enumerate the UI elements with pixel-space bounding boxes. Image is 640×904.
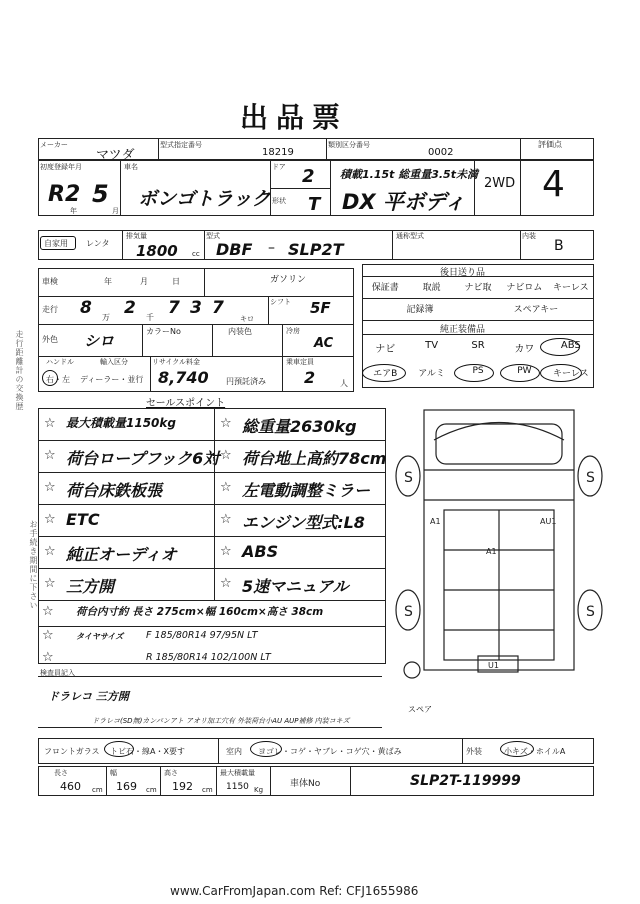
use-rental: レンタ	[86, 239, 110, 248]
sales-row-divider	[38, 536, 386, 537]
sales-point: 総重量2630kg	[242, 417, 357, 436]
mileage-digit: 2	[124, 298, 136, 318]
star-icon: ☆	[44, 480, 56, 495]
page-title: 出品票	[240, 101, 349, 134]
star-icon: ☆	[220, 416, 232, 431]
mileage-digit: 8	[80, 298, 92, 318]
type-no-label: 型式指定番号	[160, 141, 202, 149]
maker-value: マツダ	[96, 148, 135, 163]
equipment-item: スペアキー	[513, 305, 559, 315]
mileage-digit: 万	[102, 313, 110, 322]
month-value: 5	[92, 180, 109, 208]
equipment-item: ABS	[560, 340, 581, 351]
mark-u1-rear: U1	[488, 661, 499, 670]
shape-value: T	[308, 194, 321, 215]
equipment-item: ナビロム	[506, 283, 543, 293]
glass-value: トビ石・線A・X要す	[110, 747, 185, 756]
score-label: 評価点	[538, 140, 562, 149]
star-icon: ☆	[44, 448, 56, 463]
star-icon: ☆	[44, 512, 56, 527]
tire-front: F 185/80R14 97/95N LT	[146, 630, 258, 641]
star-icon: ☆	[44, 576, 56, 591]
equipment-item: PS	[472, 366, 484, 376]
maker-label: メーカー	[40, 141, 68, 149]
star-icon: ☆	[220, 480, 232, 495]
genuine-title: 純正装備品	[440, 325, 486, 335]
star-icon: ☆	[44, 416, 56, 431]
mark-s-rr: S	[586, 604, 595, 620]
doors-value: 2	[302, 166, 315, 187]
mark-s-rl: S	[404, 604, 413, 620]
mileage-digit: 7	[168, 298, 180, 318]
grade-note: 積載1.15t 総重量3.5t未満	[340, 168, 478, 181]
capacity-value: 2	[304, 368, 316, 387]
equipment-item: エアB	[373, 369, 398, 379]
equipment-item: ナビ取	[464, 283, 492, 293]
mileage-digit: 千	[146, 313, 154, 322]
after-send-row-1	[362, 280, 594, 293]
interior-grade: B	[554, 238, 564, 254]
model-prefix: DBF	[216, 240, 253, 259]
type-no-value: 18219	[262, 147, 294, 158]
tire-rear: R 185/80R14 102/100N LT	[146, 652, 271, 663]
star-icon: ☆	[220, 544, 232, 559]
drive-value: 2WD	[484, 176, 516, 191]
interior-cond-value: ヨゴレ・コゲ・ヤブレ・コゲ穴・黄ばみ	[258, 747, 402, 756]
cargo-dims: 荷台内寸約 長さ 275cm×幅 160cm×高さ 38cm	[76, 606, 324, 618]
sales-col-divider	[214, 408, 215, 600]
car-name-label: 車名	[124, 163, 138, 171]
equipment-item: キーレス	[553, 283, 589, 293]
equipment-item: ナビ	[375, 344, 396, 355]
sales-row-divider	[38, 472, 386, 473]
equipment-item: 記録簿	[406, 305, 434, 315]
vehicle-diagram	[394, 400, 604, 700]
ac-value: AC	[314, 336, 334, 351]
ext-cond-value: 小キズ・ホイルA	[504, 747, 566, 756]
equipment-item: アルミ	[418, 369, 445, 379]
inspector-note-2: ドラレコ(SD無)カンパンアト アオリ加工穴有 外装荷台小AU AUP補修 内装コキズ	[92, 717, 350, 725]
sales-point: 荷台地上高約78cm	[242, 449, 387, 468]
height-value: 192	[172, 780, 193, 793]
mark-s-fr: S	[586, 470, 595, 486]
star-icon: ☆	[220, 448, 232, 463]
sales-point: 荷台床鉄板張	[66, 481, 163, 500]
sales-row-divider	[38, 568, 386, 569]
length-value: 460	[60, 780, 81, 793]
mileage-digit: 3	[190, 298, 202, 318]
inspector-note: ドラレコ 三方開	[48, 690, 129, 703]
sales-point: 5速マニュアル	[242, 577, 349, 596]
equipment-item: SR	[471, 340, 485, 351]
sales-point: ABS	[242, 542, 279, 561]
side-note-right: お手続き期間に下さい	[29, 520, 38, 610]
mileage-digit: 7	[212, 298, 224, 318]
disp-value: 1800	[136, 242, 178, 260]
equipment-item: カワ	[514, 344, 535, 355]
mark-a1-center: A1	[486, 547, 497, 556]
load-value: 1150	[226, 782, 249, 792]
star-icon: ☆	[220, 512, 232, 527]
sales-point: 純正オーディオ	[66, 545, 177, 564]
star-icon: ☆	[220, 576, 232, 591]
era-value: R2	[48, 182, 81, 207]
after-send-title: 後日送り品	[440, 268, 486, 278]
mark-au1-right: AU1	[540, 517, 557, 526]
shift-value: 5F	[310, 299, 331, 317]
sales-point: 荷台ロープフック6対	[66, 449, 220, 468]
sales-point: 左電動調整ミラー	[242, 481, 371, 500]
sales-point: エンジン型式:L8	[242, 513, 365, 532]
sales-row-divider	[38, 600, 386, 601]
footer-watermark: www.CarFromJapan.com Ref: CFJ1655986	[170, 884, 419, 898]
mark-a1-left: A1	[430, 517, 441, 526]
equipment-item: PW	[517, 366, 532, 376]
width-value: 169	[116, 780, 137, 793]
grade-value: DX 平ボディ	[342, 190, 466, 214]
sales-row-divider	[38, 504, 386, 505]
star-icon: ☆	[44, 544, 56, 559]
sales-row-divider	[38, 440, 386, 441]
equipment-item: TV	[425, 340, 439, 351]
spare-label: スペア	[408, 705, 432, 714]
score-value: 4	[542, 164, 565, 205]
sales-point: 最大積載量1150kg	[66, 416, 176, 430]
reg-label: 初度登録年月	[40, 163, 82, 171]
model-value: SLP2T	[288, 240, 344, 259]
frame-no-value: SLP2T-119999	[410, 773, 521, 789]
car-name-value: ボンゴトラック	[138, 188, 271, 210]
sales-point: 三方開	[66, 577, 115, 596]
sales-point: ETC	[66, 510, 100, 529]
use-private: 自家用	[44, 239, 68, 248]
sales-row-divider	[38, 626, 386, 627]
after-send-row-2	[362, 302, 594, 315]
sales-title: セールスポイント	[146, 398, 226, 409]
side-note-left: 走行距離計の交換歴	[15, 330, 24, 411]
equipment-item: 取説	[422, 283, 441, 293]
class-no-value: 0002	[428, 147, 454, 158]
ext-color-value: シロ	[84, 332, 115, 350]
class-no-label: 類別区分番号	[328, 141, 370, 149]
recycle-value: 8,740	[158, 368, 209, 387]
fuel-value: ガソリン	[270, 275, 307, 285]
equipment-item: 保証書	[371, 283, 399, 293]
tire-label: タイヤサイズ	[76, 632, 124, 641]
equipment-item: キーレス	[553, 369, 589, 379]
mark-s-fl: S	[404, 470, 413, 486]
